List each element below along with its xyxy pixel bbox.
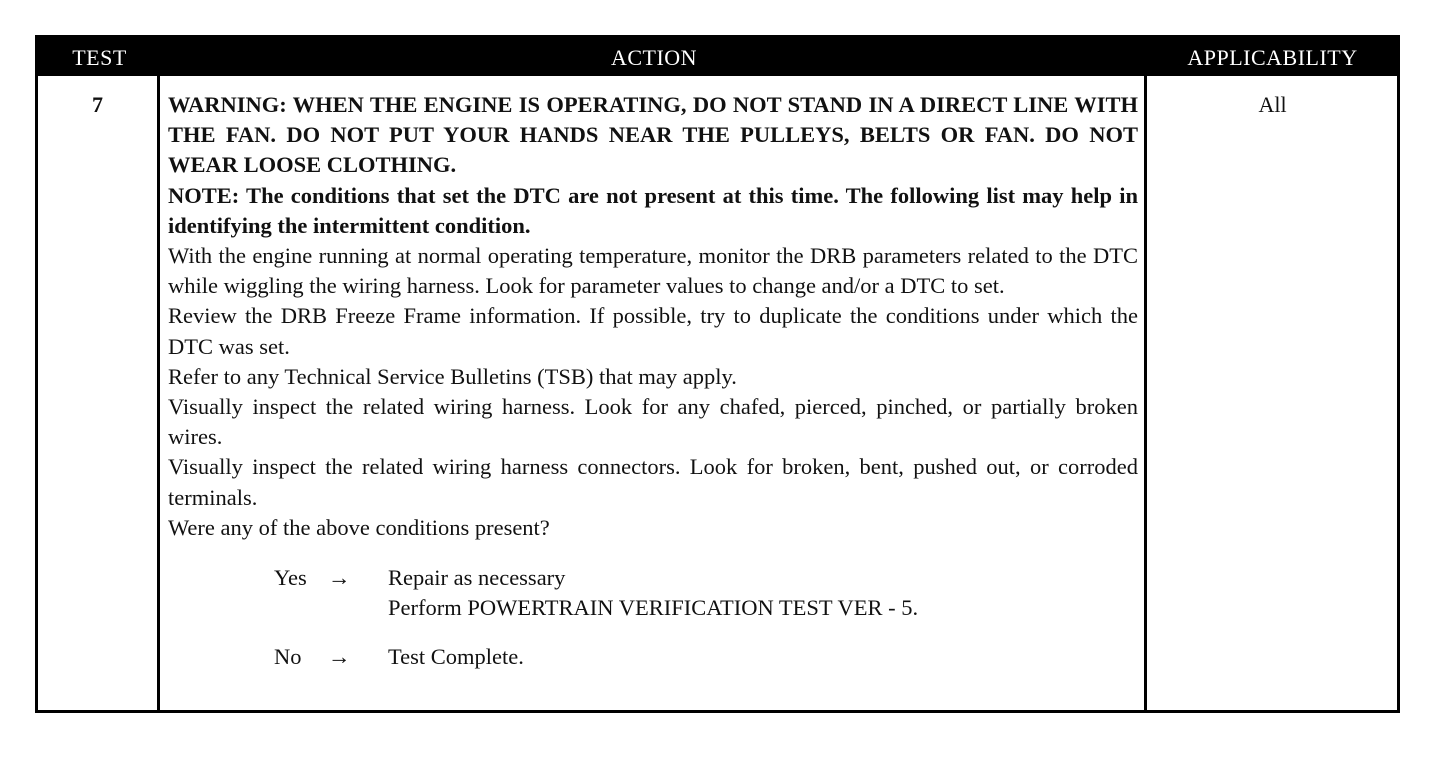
test-table — [35, 35, 1400, 713]
answer-result — [388, 563, 918, 623]
header-test: TEST — [72, 45, 127, 70]
answer-label: Yes — [274, 565, 307, 591]
answer-label: No — [274, 644, 302, 670]
warning-text: WARNING: WHEN THE ENGINE IS OPERATING, DO NOT STAND IN A DIRECT LINE WITH THE FAN. DO NOT PUT YOUR HANDS NEAR THE PULLEYS, BELTS OR FAN. DO NOT WEAR LOOSE CLOTHING. — [168, 92, 1138, 178]
question-text: Were any of the above conditions present? — [168, 514, 550, 540]
applicability-value: All — [1258, 92, 1287, 117]
test-number: 7 — [92, 92, 103, 117]
action-cell — [168, 90, 1138, 673]
header-action: ACTION — [610, 45, 698, 70]
action-paragraph: Visually inspect the related wiring harness. Look for any chafed, pierced, pinched, or partially broken wires. — [168, 394, 1138, 450]
note-text: NOTE: The conditions that set the DTC are not present at this time. The following list may help in identifying the intermittent condition. — [168, 182, 1138, 238]
column-divider — [157, 76, 160, 710]
answer-no — [168, 642, 1138, 672]
right-arrow-icon: → — [328, 565, 351, 591]
result-line: Perform POWERTRAIN VERIFICATION TEST VER - 5. — [388, 595, 919, 621]
answer-yes — [168, 563, 1138, 623]
answer-result — [388, 642, 524, 672]
action-paragraph: Review the DRB Freeze Frame information. If possible, try to duplicate the conditions under which the DTC was set. — [168, 303, 1138, 359]
header-applicability: APPLICABILITY — [1187, 45, 1358, 70]
table-header — [38, 38, 1397, 76]
action-paragraph: Refer to any Technical Service Bulletins (TSB) that may apply. — [168, 363, 737, 389]
column-divider — [1144, 76, 1147, 710]
answer-list — [168, 563, 1138, 673]
action-paragraph: Visually inspect the related wiring harness connectors. Look for broken, bent, pushed out, or corroded terminals. — [168, 454, 1138, 510]
right-arrow-icon: → — [328, 644, 351, 670]
result-line: Repair as necessary — [388, 565, 566, 591]
result-line: Test Complete. — [388, 644, 524, 670]
action-paragraph: With the engine running at normal operating temperature, monitor the DRB parameters related to the DTC while wiggling the wiring harness. Look for parameter values to change and/or a DTC to set. — [168, 243, 1138, 299]
